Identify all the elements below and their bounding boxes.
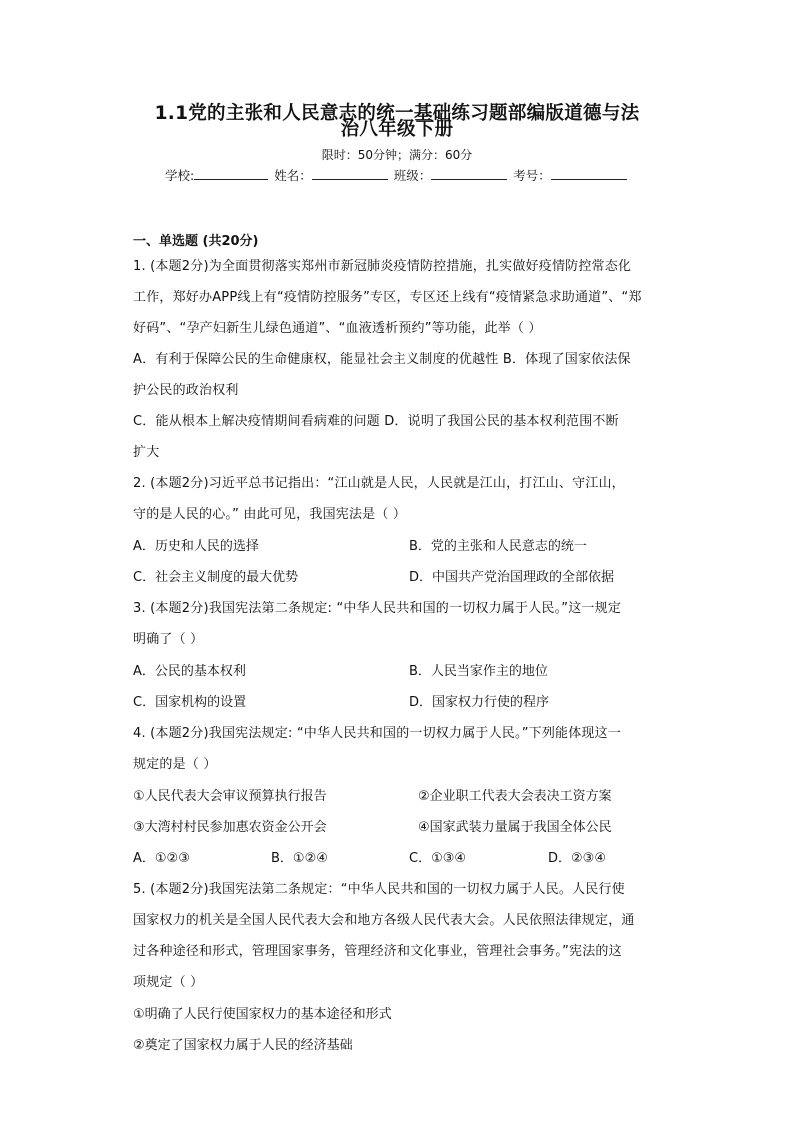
question-5-stem-line-4: 项规定（ ） [133,975,204,990]
school-blank [194,167,268,180]
question-2-option-b: B．党的主张和人民意志的统一 [409,539,587,554]
question-2-option-a: A．历史和人民的选择 [133,539,259,554]
question-4-option-d: D．②③④ [548,851,606,866]
question-5-stem-line-1: 5. (本题2分)我国宪法第二条规定：“中华人民共和国的一切权力属于人民。人民行使 [133,882,625,897]
document-title-line1: 1.1党的主张和人民意志的统一基础练习题部编版道德与法 [154,103,640,124]
question-4-stem-line-1: 4. (本题2分)我国宪法规定: “中华人民共和国的一切权力属于人民。”下列能体现这一 [133,726,622,741]
question-4-option-a: A．①②③ [133,851,190,866]
question-1-stem-line-2: 工作，郑好办APP线上有“疫情防控服务”专区，专区还上线有“疫情紧急求助通道”、“郑 [133,290,642,305]
question-3-option-b: B．人民当家作主的地位 [409,664,548,679]
question-1-stem-line-1: 1. (本题2分)为全面贯彻落实郑州市新冠肺炎疫情防控措施，扎实做好疫情防控常态化 [133,259,632,274]
question-3-option-a: A．公民的基本权利 [133,664,246,679]
number-blank [551,167,627,180]
number-label: 考号： [513,168,551,183]
question-3-option-d: D．国家权力行使的程序 [409,695,550,710]
school-label: 学校: [165,168,195,183]
question-1-option-line-3: C．能从根本上解决疫情期间看病难的问题 D．说明了我国公民的基本权利范围不断 [133,414,619,429]
question-3-stem-line-1: 3. (本题2分)我国宪法第二条规定: “中华人民共和国的一切权力属于人民。”这一规定 [133,601,622,616]
question-4-item-1: ①人民代表大会审议预算执行报告 [133,789,327,804]
question-4-option-b: B．①②④ [271,851,328,866]
question-4-item-2: ②企业职工代表大会表决工资方案 [418,789,612,804]
question-2-option-c: C．社会主义制度的最大优势 [133,570,299,585]
question-3-stem-line-2: 明确了（ ） [133,632,204,647]
question-5-stem-line-3: 过各种途径和形式，管理国家事务，管理经济和文化事业，管理社会事务。”宪法的这 [133,944,622,959]
section-heading: 一、单选题 (共20分) [133,234,259,249]
question-3-option-c: C．国家机构的设置 [133,695,247,710]
question-4-option-c: C．①③④ [409,851,467,866]
name-blank [312,167,388,180]
name-label: 姓名： [274,168,312,183]
question-1-option-line-1: A．有利于保障公民的生命健康权，能显社会主义制度的优越性 B．体现了国家依法保 [133,352,631,367]
question-2-stem-line-1: 2. (本题2分)习近平总书记指出：“江山就是人民，人民就是江山，打江山、守江山， [133,476,625,491]
class-label: 班级： [393,168,432,183]
question-4-item-4: ④国家武装力量属于我国全体公民 [418,820,612,835]
class-blank [431,167,507,180]
question-1-option-line-2: 护公民的政治权利 [133,383,239,398]
document-title-line2: 治八年级下册 [340,119,454,140]
time-and-score-limits: 限时：50分钟；满分：60分 [321,148,473,162]
question-4-stem-line-2: 规定的是（ ） [133,757,217,772]
question-4-item-3: ③大湾村村民参加惠农资金公开会 [133,820,327,835]
student-info-line [165,166,629,184]
question-1-stem-line-3: 好码”、“孕产妇新生儿绿色通道”、“血液透析预约”等功能，此举（ ） [133,321,542,336]
question-5-item-2: ②奠定了国家权力属于人民的经济基础 [133,1038,353,1053]
question-5-stem-line-2: 国家权力的机关是全国人民代表大会和地方各级人民代表大会。人民依照法律规定，通 [133,913,635,928]
question-5-item-1: ①明确了人民行使国家权力的基本途径和形式 [133,1007,392,1022]
question-1-option-line-4: 扩大 [133,445,160,460]
question-2-stem-line-2: 守的是人民的心。” 由此可见，我国宪法是（ ） [133,507,407,522]
question-2-option-d: D．中国共产党治国理政的全部依据 [409,570,615,585]
